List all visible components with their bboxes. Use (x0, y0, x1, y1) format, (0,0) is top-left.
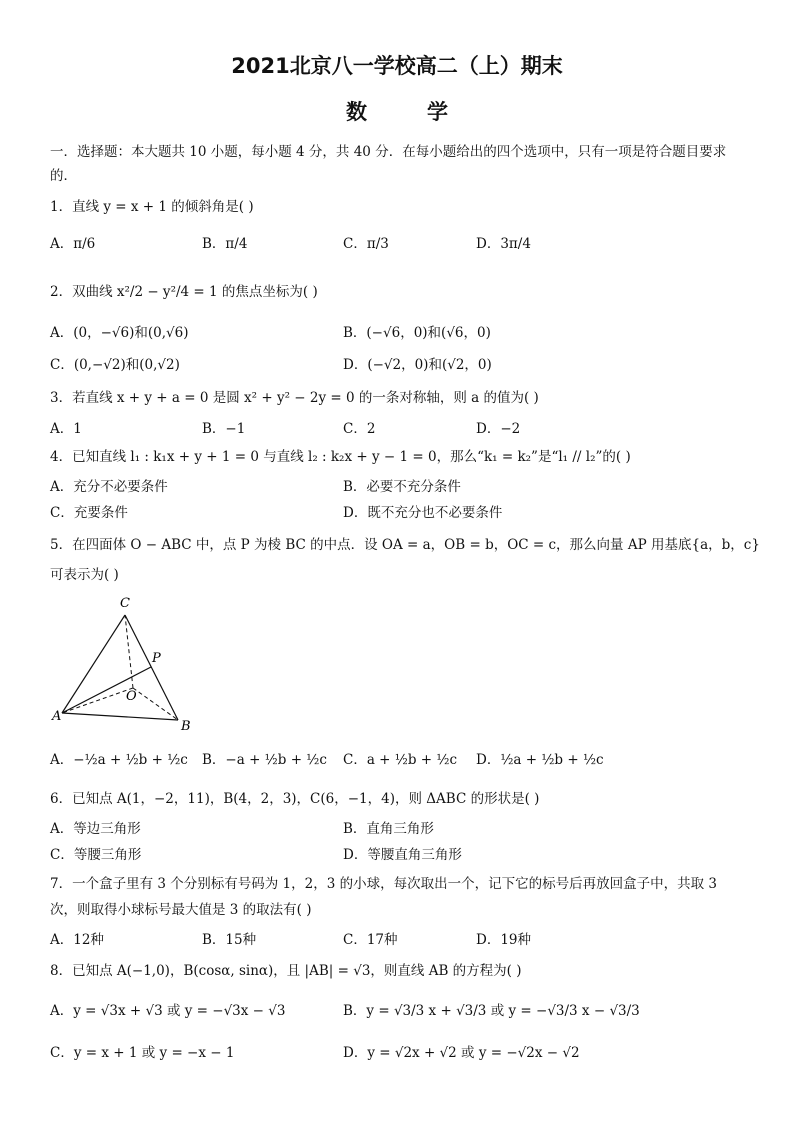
q6-option-c: C．等腰三角形 (50, 847, 142, 863)
q2-option-c: C．(0,−√2)和(0,√2) (50, 357, 180, 373)
edge-ab (62, 713, 178, 720)
q8-option-a: A．y = √3x + √3 或 y = −√3x − √3 (50, 1003, 286, 1019)
label-o: O (126, 689, 137, 704)
edge-oa (62, 688, 133, 713)
q4-option-c: C．充要条件 (50, 505, 128, 521)
q1-option-d: D．3π/4 (476, 236, 531, 252)
q5-option-a: A．−½a + ½b + ½c (50, 752, 188, 768)
q3-option-c: C．2 (343, 421, 376, 437)
section-intro-line2: 的． (50, 168, 77, 184)
edge-ob (133, 688, 178, 720)
q5-stem-line1: 5．在四面体 O − ABC 中，点 P 为棱 BC 的中点．设 OA = a，OB = b，OC = c，那么向量 AP 用基底{a，b，c} (50, 537, 760, 553)
q5-option-d: D．½a + ½b + ½c (476, 752, 604, 768)
q7-stem-line2: 次，则取得小球标号最大值是 3 的取法有( ) (50, 902, 312, 918)
label-a: A (52, 709, 62, 724)
q1-option-c: C．π/3 (343, 236, 389, 252)
q7-option-c: C．17种 (343, 932, 398, 948)
q6-option-a: A．等边三角形 (50, 821, 141, 837)
q2-stem: 2．双曲线 x²/2 − y²/4 = 1 的焦点坐标为( ) (50, 284, 318, 300)
q3-stem: 3．若直线 x + y + a = 0 是圆 x² + y² − 2y = 0 的一条对称轴，则 a 的值为( ) (50, 390, 539, 406)
q3-option-d: D．−2 (476, 421, 521, 437)
q4-option-d: D．既不充分也不必要条件 (343, 505, 503, 521)
q1-option-a: A．π/6 (50, 236, 96, 252)
q4-option-b: B．必要不充分条件 (343, 479, 461, 495)
exam-title: 2021北京八一学校高二（上）期末 (231, 54, 563, 78)
q5-option-c: C．a + ½b + ½c (343, 752, 458, 768)
q8-option-c: C．y = x + 1 或 y = −x − 1 (50, 1045, 235, 1061)
q7-stem-line1: 7．一个盒子里有 3 个分别标有号码为 1，2，3 的小球，每次取出一个，记下它的标号后再放回盒子中，共取 3 (50, 876, 717, 892)
segment-ap (62, 667, 151, 713)
q8-stem: 8．已知点 A(−1,0)，B(cosα, sinα)，且 |AB| = √3，则直线 AB 的方程为( ) (50, 963, 522, 979)
q7-option-b: B．15种 (202, 932, 257, 948)
q4-stem: 4．已知直线 l₁ : k₁x + y + 1 = 0 与直线 l₂ : k₂x + y − 1 = 0，那么“k₁ = k₂”是“l₁ // l₂”的( ) (50, 449, 631, 465)
q3-option-b: B．−1 (202, 421, 246, 437)
q7-option-a: A．12种 (50, 932, 104, 948)
tetrahedron-figure (50, 592, 210, 742)
q4-option-a: A．充分不必要条件 (50, 479, 168, 495)
edge-cb (125, 615, 178, 720)
edge-ca (62, 615, 125, 713)
q8-option-b: B．y = √3/3 x + √3/3 或 y = −√3/3 x − √3/3 (343, 1003, 640, 1019)
q2-option-a: A．(0，−√6)和(0,√6) (50, 325, 189, 341)
q5-option-b: B．−a + ½b + ½c (202, 752, 327, 768)
q2-option-d: D．(−√2，0)和(√2，0) (343, 357, 492, 373)
subject-char-1: 数 (346, 100, 367, 124)
q1-stem: 1．直线 y = x + 1 的倾斜角是( ) (50, 199, 254, 215)
q1-option-b: B．π/4 (202, 236, 248, 252)
label-p: P (152, 651, 161, 666)
label-c: C (120, 596, 130, 611)
q6-option-d: D．等腰直角三角形 (343, 847, 462, 863)
q5-stem-line2: 可表示为( ) (50, 567, 119, 583)
subject-char-2: 学 (427, 100, 448, 124)
label-b: B (181, 719, 191, 734)
q7-option-d: D．19种 (476, 932, 532, 948)
q8-option-d: D．y = √2x + √2 或 y = −√2x − √2 (343, 1045, 580, 1061)
q3-option-a: A．1 (50, 421, 82, 437)
q6-option-b: B．直角三角形 (343, 821, 434, 837)
subject-title (0, 96, 794, 126)
q2-option-b: B．(−√6，0)和(√6，0) (343, 325, 491, 341)
q6-stem: 6．已知点 A(1，−2，11)，B(4，2，3)，C(6，−1，4)，则 ΔABC 的形状是( ) (50, 791, 540, 807)
section-intro-line1: 一．选择题：本大题共 10 小题，每小题 4 分，共 40 分．在每小题给出的四个选项中，只有一项是符合题目要求 (50, 144, 727, 160)
